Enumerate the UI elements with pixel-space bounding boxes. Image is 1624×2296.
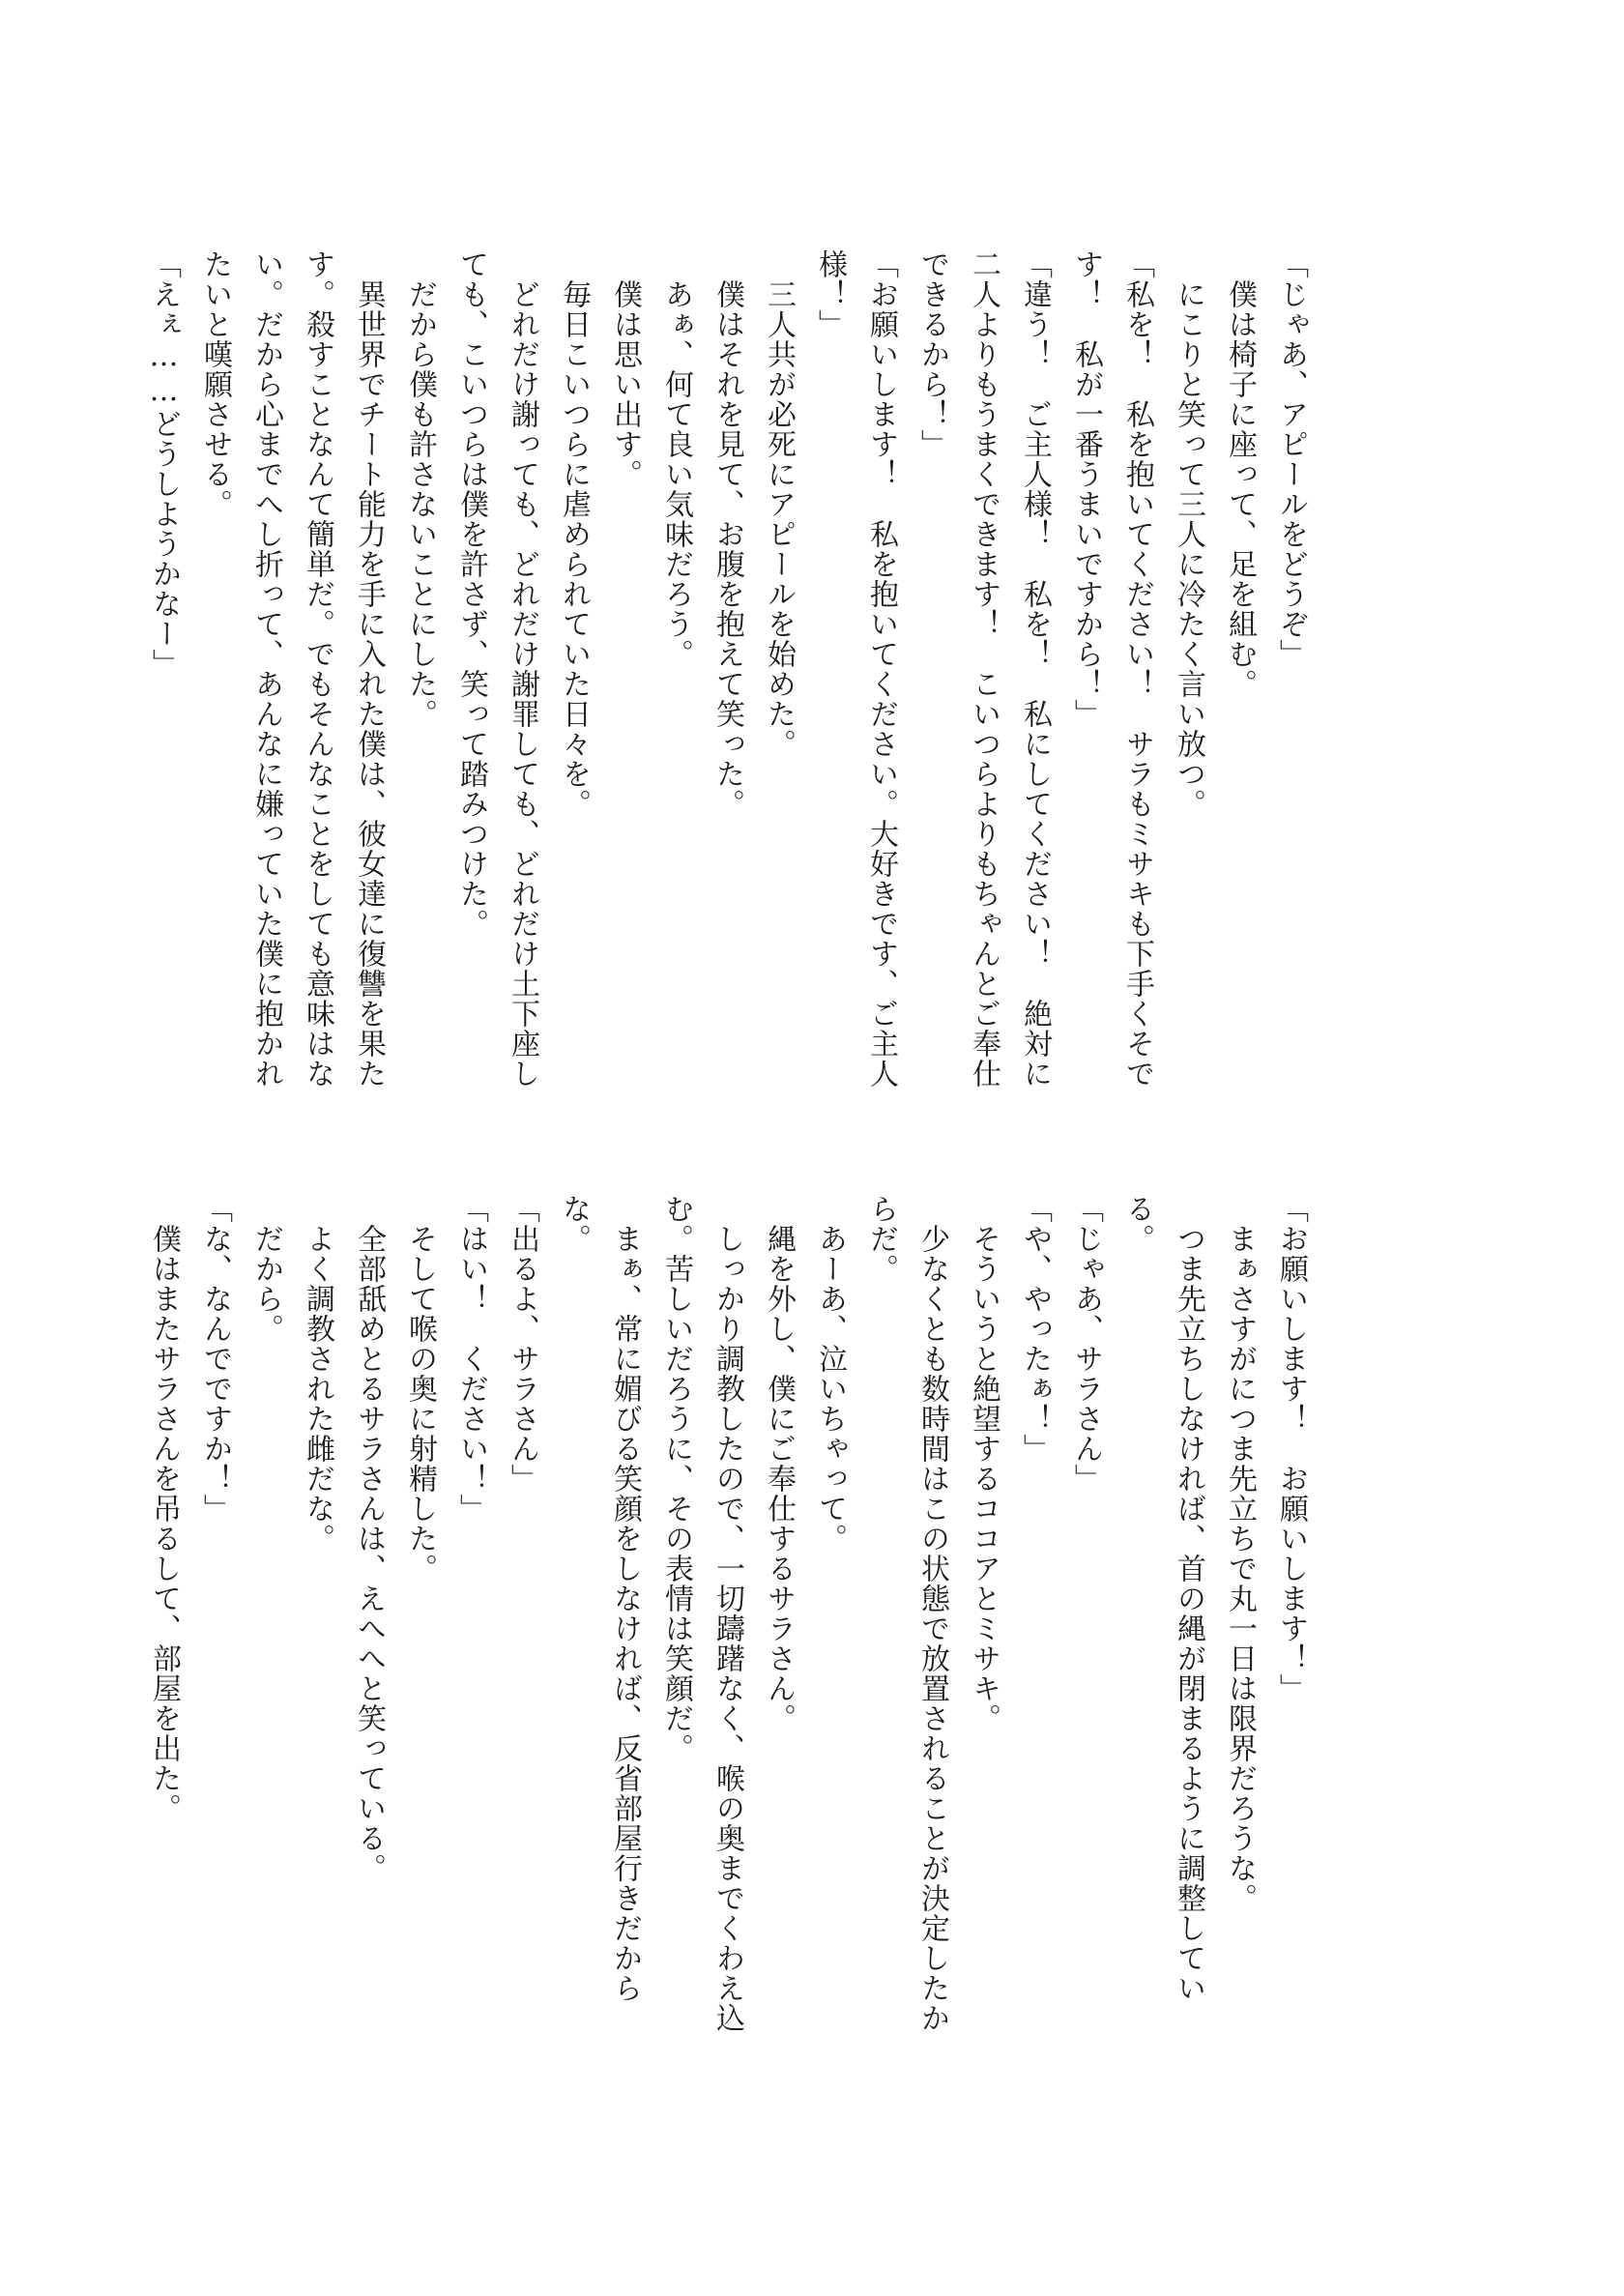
text-line: らだ。 <box>864 1194 898 1284</box>
text-line: 「えぇ……どうしようかなー」 <box>147 249 181 679</box>
text-line: にこりと笑って三人に冷たく言い放つ。 <box>1172 249 1205 819</box>
text-line: な。 <box>557 1194 591 1254</box>
text-line: できるから！」 <box>915 249 949 459</box>
text-line: 様！」 <box>813 249 847 339</box>
text-line: つま先立ちしなければ、首の縄が閉まるように調整してい <box>1172 1194 1205 2003</box>
text-line: たいと嘆願させる。 <box>198 249 232 519</box>
text-line: 異世界でチート能力を手に入れた僕は、彼女達に復讐を果た <box>352 249 386 1089</box>
text-line: 毎日こいつらに虐められていた日々を。 <box>557 249 591 819</box>
text-line: 「じゃあ、アピールをどうぞ」 <box>1274 249 1308 669</box>
text-line: 「違う！ ご主人様！ 私を！ 私にしてください！ 絶対に <box>1018 249 1052 1089</box>
text-line: 僕は椅子に座って、足を組む。 <box>1223 249 1257 699</box>
text-line: そして喉の奥に射精した。 <box>403 1194 437 1584</box>
text-line: どれだけ謝っても、どれだけ謝罪しても、どれだけ土下座し <box>506 249 539 1089</box>
text-line: ても、こいつらは僕を許さず、笑って踏みつけた。 <box>454 249 488 939</box>
upper-text-block <box>147 249 1317 1129</box>
text-line: る。 <box>1120 1194 1154 1254</box>
text-line: 僕はそれを見て、お腹を抱えて笑った。 <box>710 249 744 819</box>
text-line: まぁ、常に媚びる笑顔をしなければ、反省部屋行きだから <box>608 1194 642 2003</box>
text-line: あーあ、泣いちゃって。 <box>813 1194 847 1554</box>
text-line: よく調教された雌だな。 <box>301 1194 334 1554</box>
text-line: だから僕も許さないことにした。 <box>403 249 437 729</box>
text-line: 「私を！ 私を抱いてください！ サラもミサキも下手くそで <box>1120 249 1154 1089</box>
text-line: す。殺すことなんて簡単だ。でもそんなことをしても意味はな <box>301 249 334 1089</box>
text-line: 「や、やったぁ！」 <box>1018 1194 1052 1464</box>
text-line: 「出るよ、サラさん」 <box>506 1194 539 1494</box>
text-line: 僕はまたサラさんを吊るして、部屋を出た。 <box>147 1194 181 1823</box>
text-line: い。だから心までへし折って、あんなに嫌っていた僕に抱かれ <box>249 249 283 1089</box>
text-line: そういうと絶望するココアとミサキ。 <box>967 1194 1000 1733</box>
text-line: あぁ、何て良い気味だろう。 <box>659 249 693 669</box>
text-line: 二人よりもうまくできます！ こいつらよりもちゃんとご奉仕 <box>967 249 1000 1089</box>
text-line: 「じゃあ、サラさん」 <box>1069 1194 1103 1494</box>
text-line: 縄を外し、僕にご奉仕するサラさん。 <box>762 1194 796 1733</box>
text-line: 僕は思い出す。 <box>608 249 642 489</box>
text-line: 少なくとも数時間はこの状態で放置されることが決定したか <box>915 1194 949 2033</box>
text-line: まぁさすがにつま先立ちで丸一日は限界だろうな。 <box>1223 1194 1257 1913</box>
text-line: 三人共が必死にアピールを始めた。 <box>762 249 796 759</box>
text-line: 「な、なんでですか！」 <box>198 1194 232 1524</box>
text-line: だから。 <box>249 1194 283 1344</box>
text-line: 「お願いします！ お願いします！」 <box>1274 1194 1308 1703</box>
text-line: 「お願いします！ 私を抱いてください。大好きです、ご主人 <box>864 249 898 1089</box>
text-line: 「はい！ ください！」 <box>454 1194 488 1524</box>
lower-text-block <box>147 1194 1317 2074</box>
text-line: しっかり調教したので、一切躊躇なく、喉の奥までくわえ込 <box>710 1194 744 2033</box>
text-line: 全部舐めとるサラさんは、えへへと笑っている。 <box>352 1194 386 1883</box>
text-line: む。苦しいだろうに、その表情は笑顔だ。 <box>659 1194 693 1763</box>
text-line: す！ 私が一番うまいですから！」 <box>1069 249 1103 729</box>
